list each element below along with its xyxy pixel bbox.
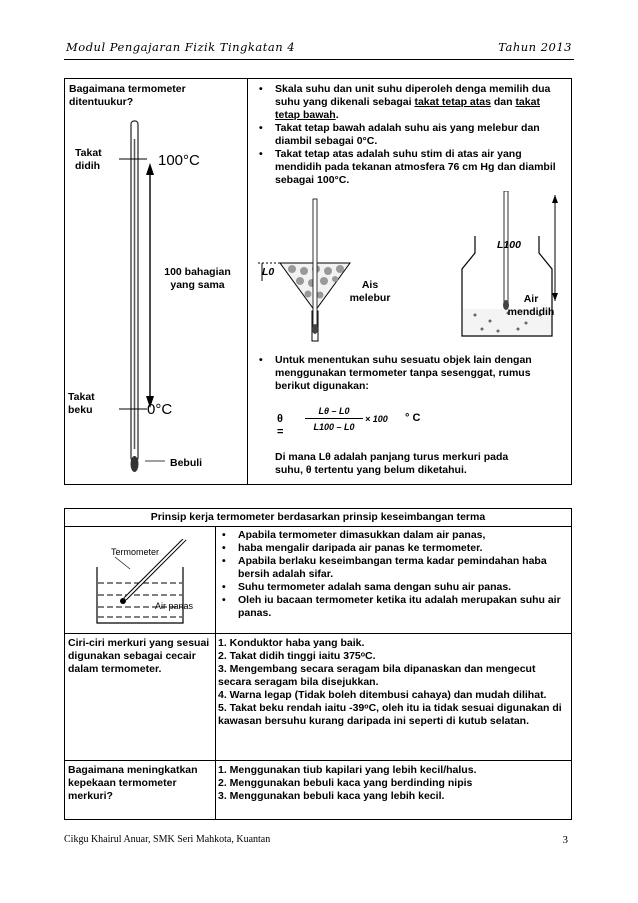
formula-denominator: L100 – L0 xyxy=(313,422,355,432)
column-divider xyxy=(215,526,216,819)
calibration-apparatus-diagram xyxy=(250,191,570,351)
label-0c: 0°C xyxy=(147,401,173,418)
label-takat-beku: Takat beku xyxy=(68,391,95,416)
row-divider xyxy=(65,760,571,761)
calibration-table xyxy=(64,78,572,485)
formula-numerator: Lθ – L0 xyxy=(318,406,350,416)
row-divider xyxy=(65,526,571,527)
fixed-point-bullet-3: • Takat tetap atas adalah suhu stim di atas air yang mendidih pada tekanan atmosfera 76 cm Hg dan diambil sebagai 100°C. xyxy=(255,148,567,187)
header-rule xyxy=(64,59,574,60)
page-footer xyxy=(64,834,574,848)
thermometer-in-ice-bulb xyxy=(312,324,318,334)
thermometer-bulb xyxy=(120,598,126,604)
fixed-points-text xyxy=(255,83,567,187)
label-termometer: Termometer xyxy=(111,547,160,557)
page-header xyxy=(66,40,572,56)
calibration-question: Bagaimana termometer ditentuukur? xyxy=(69,83,186,108)
formula-lhs: θ = xyxy=(277,413,284,438)
equilibrium-bullet: • Apabila termometer dimasukkan dalam air panas, xyxy=(218,529,568,542)
thermometer-bulb xyxy=(131,456,139,472)
formula-unit: ° C xyxy=(405,412,421,424)
header-year: Tahun 2013 xyxy=(498,40,572,54)
formula-intro: • Untuk menentukan suhu sesuatu objek lain dengan menggunakan termometer tanpa sesenggat, rumus berikut digunakan: xyxy=(255,354,567,393)
formula-explanation: Di mana Lθ adalah panjang turus merkuri pada suhu, θ tertentu yang belum diketahui. xyxy=(275,451,509,476)
thermal-equilibrium-table xyxy=(64,508,572,820)
sensitivity-list: 1. Menggunakan tiub kapilari yang lebih kecil/halus. 2. Menggunakan bebuli kaca yang berdinding nipis 3. Menggunakan bebuli kaca yang lebih kecil. xyxy=(218,764,477,802)
equilibrium-bullet: • Suhu termometer adalah sama dengan suhu air panas. xyxy=(218,581,568,594)
principle-heading: Prinsip kerja termometer berdasarkan prinsip keseimbangan terma xyxy=(150,511,486,523)
equilibrium-bullets xyxy=(218,529,568,620)
row-divider xyxy=(65,633,571,634)
fixed-point-bullet-2: • Takat tetap bawah adalah suhu ais yang melebur dan diambil sebagai 0°C. xyxy=(255,122,567,148)
label-air-mendidih: Air mendidih xyxy=(507,293,555,318)
label-bebuli: Bebuli xyxy=(170,457,203,469)
column-divider xyxy=(247,79,248,484)
label-l100: L100 xyxy=(497,239,521,251)
arrow-head-up xyxy=(146,163,154,175)
label-ais-melebur: Ais melebur xyxy=(349,279,391,304)
label-air-panas: Air panas xyxy=(155,601,194,611)
formula-times: × 100 xyxy=(365,414,388,424)
fixed-point-bullet-1: • Skala suhu dan unit suhu diperoleh denga memilih dua suhu yang dikenali sebagai takat tetap atas dan takat tetap bawah. xyxy=(255,83,567,122)
header-title: Modul Pengajaran Fizik Tingkatan 4 xyxy=(66,40,296,54)
label-100-bahagian: 100 bahagian yang sama xyxy=(164,266,231,291)
equilibrium-bullet: • haba mengalir daripada air panas ke termometer. xyxy=(218,542,568,555)
label-takat-didih: Takat didih xyxy=(75,147,102,172)
equilibrium-bullet: • Apabila berlaku keseimbangan terma kadar pemindahan haba bersih adalah sifar. xyxy=(218,555,568,581)
sensitivity-label: Bagaimana meningkatkan kepekaan termometer merkuri? xyxy=(68,764,198,802)
page-number: 3 xyxy=(562,834,568,846)
thermometer-in-ice xyxy=(313,199,317,327)
equilibrium-bullet: • Oleh iu bacaan termometer ketika itu adalah merupakan suhu air panas. xyxy=(218,594,568,620)
mercury-properties-label: Ciri-ciri merkuri yang sesuai digunakan sebagai cecair dalam termometer. xyxy=(68,637,210,675)
label-100c: 100°C xyxy=(158,152,200,169)
formula-bar xyxy=(305,418,363,419)
mercury-properties-list: 1. Konduktor haba yang baik. 2. Takat didih tinggi iaitu 375ᵒC. 3. Mengembang secara seragam bila dipanaskan dan mengecut secara seragam bila disejukkan. 4. Warna legap (Tidak boleh ditembusi cahaya) dan mudah dilihat. 5. Takat beku rendah iaitu -39ᵒC, oleh itu ia tidak sesuai digunakan di kawasan bersuhu kurang daripada ini seperti di kutub selatan. xyxy=(218,637,562,727)
label-l0: L0 xyxy=(262,266,275,278)
footer-author: Cikgu Khairul Anuar, SMK Seri Mahkota, Kuantan xyxy=(64,834,271,845)
l100-arrow-up xyxy=(552,195,558,203)
